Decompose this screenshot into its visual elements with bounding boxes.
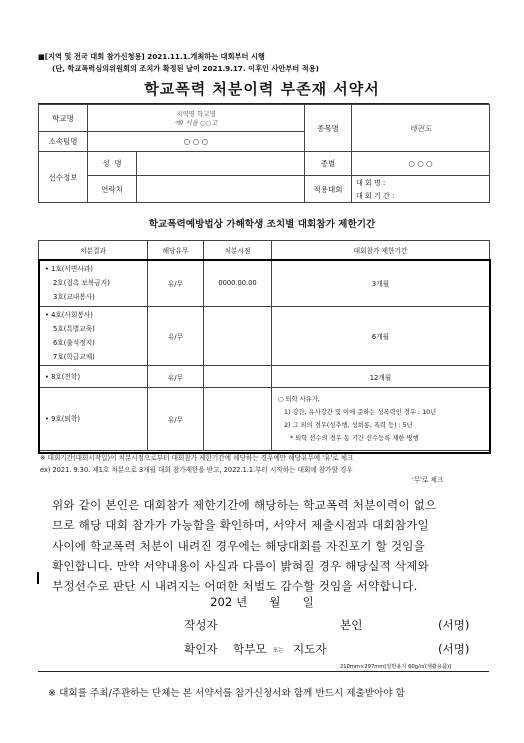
restriction-subtitle: 학교폭력예방법상 가해학생 조치별 대회참가 제한기간 <box>148 219 376 230</box>
name-field[interactable] <box>137 152 305 176</box>
header-result: 처분결과 <box>39 241 148 260</box>
date-line: 202 년 월 일 <box>210 595 314 609</box>
measure-item: 7호(학급교체) <box>53 353 95 361</box>
pledge-text <box>52 495 478 596</box>
event-field[interactable]: 테권도 <box>352 105 490 152</box>
restriction-period-table <box>38 240 490 451</box>
contact-label: 연락처 <box>88 176 137 203</box>
measure-item: • 9호(퇴학) <box>45 415 80 423</box>
margin-mark <box>37 572 39 584</box>
pledge-line: 므로 해당 대회 참가가 가능함을 확인하며, 서약서 제출시점과 대회참가일 <box>52 518 429 533</box>
pledge-line: 부정선수로 판단 시 내려지는 어떠한 처벌도 감수할 것임을 서약합니다. <box>52 579 418 594</box>
notice-line-2: (단, 학교폭력심의위원회의 조치가 확정된 날이 2021.9.17. 이후인 사안부터 적용) <box>52 64 319 73</box>
measure-item: 6호(출석정지) <box>53 339 95 347</box>
confirmer-label: 확인자 <box>184 642 218 656</box>
limit-line: ○ 퇴학 사유가, <box>278 396 320 403</box>
pledge-line: 확인합니다. 만약 서약내용이 사실과 다름이 밝혀질 경우 해당실적 삭제와 <box>52 558 429 573</box>
table-row <box>39 366 490 388</box>
table-note-3: '무'로 체크 <box>412 476 444 484</box>
competition-label: 적용대회 <box>305 176 352 203</box>
measure-item: 5호(특별교육) <box>53 325 95 333</box>
competition-name-label: 대 회 명 : <box>356 178 386 187</box>
table-row <box>39 260 490 307</box>
date-field[interactable] <box>204 366 272 388</box>
school-example: 예) 서울 ○○고 <box>174 119 218 127</box>
applicable-field[interactable]: 유/무 <box>148 366 204 388</box>
header-limit: 대회참가 제한기간 <box>272 241 490 260</box>
team-label: 소속팀명 <box>39 132 88 152</box>
contact-field[interactable] <box>137 176 305 203</box>
table-row <box>39 388 490 451</box>
gender-field[interactable]: ○ ○ ○ <box>352 152 490 176</box>
measure-item: • 8호(전학) <box>45 372 80 381</box>
measure-item: • 1호(서면사과) <box>45 265 93 273</box>
applicable-field[interactable]: 유/무 <box>148 307 204 366</box>
submission-note: ※ 대회를 주최/주관하는 단체는 본 서약서를 참가신청서와 함께 반드시 제출받아야 함 <box>48 688 405 699</box>
pledge-line: 사이에 학교폭력 처분이 내려진 경우에는 해당대회를 자진포기 할 것임을 <box>52 538 426 553</box>
limit-value: 3개월 <box>272 260 490 307</box>
or-label: 또는 <box>273 648 284 654</box>
team-field[interactable]: ○ ○ ○ <box>88 132 305 152</box>
date-field[interactable] <box>204 307 272 366</box>
paper-spec: 210mm×297mm[일반용지 60g/㎡(재활용품)] <box>340 664 452 670</box>
limit-line: 2) 그 외의 경우(성추행, 성희롱, 폭력 등) : 5년 <box>284 422 413 429</box>
coach-label: 지도자 <box>293 642 327 656</box>
header-date: 처분시점 <box>204 241 272 260</box>
measure-item: 3호(교내봉사) <box>53 293 95 301</box>
event-label: 종목명 <box>305 105 352 152</box>
table-row <box>39 307 490 366</box>
competition-period-label: 대 회 기 간 : <box>356 191 395 200</box>
name-label: 성 명 <box>88 152 137 176</box>
table-note-1: ※ 대회기간(대회시작일)이 처분시점으로부터 대회참가 제한기간에 해당하는 경우에만 해당유무에 '유'로 체크 <box>40 454 354 462</box>
school-hint: 지역명 학교명 <box>176 110 216 118</box>
measure-item: • 4호(사회봉사) <box>45 311 93 319</box>
limit-value: 6개월 <box>272 307 490 366</box>
date-field[interactable]: 0000.00.00 <box>204 260 272 307</box>
athlete-info-table <box>38 104 490 203</box>
applicable-field[interactable]: 유/무 <box>148 388 204 451</box>
school-label: 학교명 <box>39 105 88 132</box>
limit-details <box>272 388 490 451</box>
signature-field-1[interactable]: (서명) <box>438 618 470 632</box>
page-title: 학교폭력 처분이력 부존재 서약서 <box>144 80 380 98</box>
athlete-info-label: 선수정보 <box>39 152 88 203</box>
pledge-line: 위와 같이 본인은 대회참가 제한기간에 해당하는 학교폭력 처분이력이 없으 <box>52 498 437 512</box>
bottom-divider <box>38 671 489 672</box>
self-label: 본인 <box>340 618 363 632</box>
date-field[interactable] <box>204 388 272 451</box>
school-field[interactable] <box>88 105 305 132</box>
applicable-field[interactable]: 유/무 <box>148 260 204 307</box>
notice-line-1: ■[지역 및 전국 대회 참가신청용] 2021.11.1.개최하는 대회부터 시행 <box>38 52 265 61</box>
parent-label: 학부모 <box>233 642 267 656</box>
writer-label: 작성자 <box>184 618 218 632</box>
limit-line: * 퇴학 선수의 경우 동 기간 선수등록 제한 병행 <box>290 435 419 442</box>
limit-value: 12개월 <box>272 366 490 388</box>
competition-field[interactable] <box>352 176 490 203</box>
table-note-2: ex) 2021. 9.30. 제1호 처분으로 3개월 대회 참가제한을 받고, 2022.1.1.부터 시작하는 대회에 참가할 경우 <box>40 466 353 474</box>
signature-field-2[interactable]: (서명) <box>438 642 470 656</box>
limit-line: 1) 강간, 유사강간 및 이에 준하는 성폭력인 경우 : 10년 <box>284 409 437 416</box>
header-applicable: 해당유무 <box>148 241 204 260</box>
gender-label: 종별 <box>305 152 352 176</box>
measure-item: 2호(접촉 보복금지) <box>53 279 110 287</box>
